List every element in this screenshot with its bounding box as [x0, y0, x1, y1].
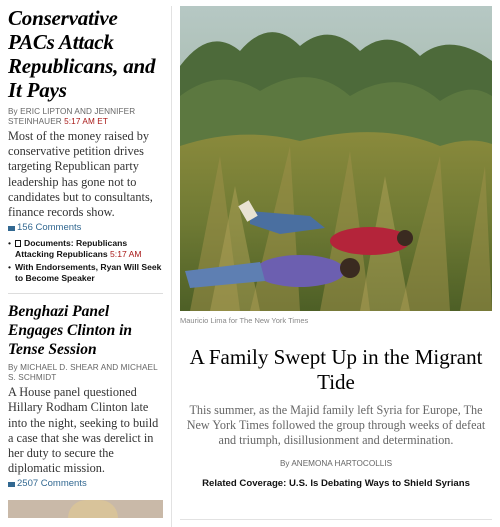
column-divider	[171, 6, 172, 527]
story2-summary: A House panel questioned Hillary Rodham Clinton late into the night, seeking to build a case that she was derelict in her duty to secure the diplomatic mission.	[8, 385, 159, 476]
story3-thumbnail[interactable]	[8, 500, 163, 518]
story1-headline[interactable]: Conservative PACs Attack Republicans, and It Pays	[8, 6, 156, 102]
story1-summary: Most of the money raised by conservative petition drives targeting Republican party leadership has gone not to candidates but to consultants, finance records show.	[8, 129, 153, 220]
lead-photo[interactable]	[180, 6, 492, 311]
related-link-documents[interactable]: • Documents: Republicans Attacking Republicans 5:17 AM	[8, 238, 142, 260]
story1-related-list	[8, 238, 163, 284]
story1-comments-link[interactable]: 156 Comments	[8, 222, 163, 234]
story2-comments-link[interactable]: 2507 Comments	[8, 478, 163, 490]
related-coverage-link[interactable]: Related Coverage: U.S. Is Debating Ways to Shield Syrians	[202, 477, 470, 489]
lead-byline: By ANEMONA HARTOCOLLIS	[279, 458, 393, 468]
bottom-divider	[180, 519, 492, 520]
lead-headline[interactable]: A Family Swept Up in the Migrant Tide	[189, 345, 483, 394]
lead-summary: This summer, as the Majid family left Syria for Europe, The New York Times followed the group through weeks of defeat and triumph, disillusionment and determination.	[186, 403, 486, 448]
comment-icon	[8, 482, 15, 487]
related-link-ryan[interactable]: • With Endorsements, Ryan Will Seek to Become Speaker	[8, 262, 162, 284]
story2-byline: By MICHAEL D. SHEAR AND MICHAEL S. SCHMIDT	[8, 363, 158, 383]
document-icon	[15, 240, 21, 247]
story1-byline: By ERIC LIPTON AND JENNIFER STEINHAUER 5:17 AM ET	[8, 107, 136, 126]
photo-credit: Mauricio Lima for The New York Times	[180, 316, 309, 325]
bullet-icon: •	[8, 238, 12, 249]
main-column	[180, 6, 492, 489]
bullet-icon: •	[8, 262, 12, 273]
comment-icon	[8, 226, 15, 231]
story1-timestamp: 5:17 AM ET	[64, 117, 108, 126]
story2-headline[interactable]: Benghazi Panel Engages Clinton in Tense Session	[8, 303, 133, 359]
section-divider	[8, 293, 163, 294]
left-column	[8, 6, 163, 518]
